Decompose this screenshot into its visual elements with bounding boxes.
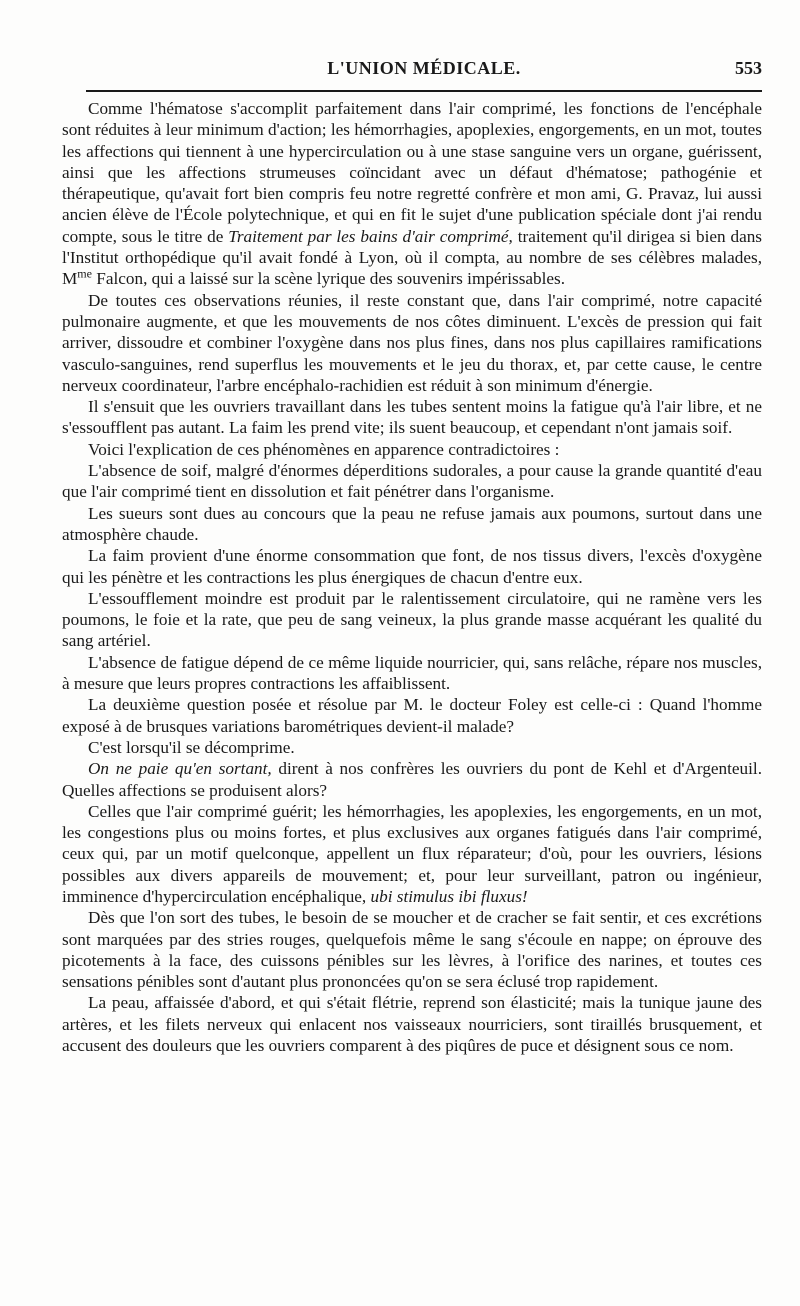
superscript: me bbox=[77, 266, 92, 281]
paragraph: La faim provient d'une énorme consommation que font, de nos tissus divers, l'excès d'oxygène qui les pénètre et les contractions les plus énergiques de chacun d'entre eux. bbox=[62, 546, 762, 587]
page-header bbox=[86, 58, 762, 88]
italic-latin: ubi stimulus ibi fluxus! bbox=[370, 886, 528, 906]
paragraph: Il s'ensuit que les ouvriers travaillant dans les tubes sentent moins la fatigue qu'à l'air libre, et ne s'essoufflent pas autant. La faim les prend vite; ils suent beaucoup, et cependant n'ont jamais soif. bbox=[62, 397, 762, 438]
paragraph: C'est lorsqu'il se décomprime. bbox=[88, 737, 295, 757]
page-number: 553 bbox=[735, 58, 762, 78]
paragraph: Celles que l'air comprimé guérit; les hémorrhagies, les apoplexies, les engorgements, en un mot, les congestions plus ou moins fortes, et plus exclusives aux organes fatigués dans l'air comprimé, ceux qui, par un motif quelconque, appellent un flux réparateur; d'où, pour les ouvriers, lésions possibles aux divers appareils de mouvement; et, pour leur surveillant, patron ou ingénieur, imminence d'hypercirculation encéphalique, ubi stimulus ibi fluxus! bbox=[62, 801, 762, 906]
header-rule bbox=[86, 90, 762, 92]
paragraph: La peau, affaissée d'abord, et qui s'était flétrie, reprend son élasticité; mais la tunique jaune des artères, et les filets nerveux qui enlacent nos vaisseaux nourriciers, sont tiraillés brusquement, et accusent des douleurs que les ouvriers comparent à des piqûres de puce et désignent sous ce nom. bbox=[62, 993, 762, 1056]
paragraph: Les sueurs sont dues au concours que la peau ne refuse jamais aux poumons, surtout dans une atmosphère chaude. bbox=[62, 503, 762, 544]
paragraph: On ne paie qu'en sortant, dirent à nos confrères les ouvriers du pont de Kehl et d'Argenteuil. Quelles affections se produisent alors? bbox=[62, 759, 762, 800]
paragraph: L'absence de soif, malgré d'énormes déperditions sudorales, a pour cause la grande quantité d'eau que l'air comprimé tient en dissolution et fait pénétrer dans l'organisme. bbox=[62, 461, 762, 502]
italic-title: Traitement par les bains d'air comprimé, bbox=[228, 226, 513, 246]
running-title: L'UNION MÉDICALE. bbox=[327, 58, 521, 78]
paragraph: Comme l'hématose s'accomplit parfaitement dans l'air comprimé, les fonctions de l'encéphale sont réduites à leur minimum d'action; les hémorrhagies, apoplexies, engorgements, en un mot, toutes les affections qui tiennent à une hypercirculation ou à une stase sanguine vers un organe, guérissent, ainsi que les affections strumeuses coïncidant avec un défaut d'hématose; pathogénie et thérapeutique, qu'avait fort bien compris feu notre regretté confrère et mon ami, G. Pravaz, lui aussi ancien élève de l'École polytechnique, et qui en fit le sujet d'une publication spéciale dont j'ai rendu compte, sous le titre de Traitement par les bains d'air comprimé, traitement qu'il dirigea si bien dans l'Institut orthopédique qu'il avait fondé à Lyon, où il compta, au nombre de ses célèbres malades, $M^{me}$ Falcon, qui a laissé sur la scène lyrique des souvenirs impérissables. bbox=[62, 99, 762, 289]
paragraph: Dès que l'on sort des tubes, le besoin de se moucher et de cracher se fait sentir, et ces excrétions sont marquées par des stries rouges, quelquefois même le sang s'écoule en nappe; on éprouve des picotements à la face, des cuissons pénibles sur les lèvres, à l'orifice des narines, et toutes ces sensations pénibles sont d'autant plus prononcées qu'on se sera éclusé trop rapidement. bbox=[62, 908, 762, 992]
paragraph: L'essoufflement moindre est produit par le ralentissement circulatoire, qui ne ramène vers les poumons, le foie et la rate, que peu de sang veineux, la plus grande masse acquérant les qualité du sang artériel. bbox=[62, 588, 762, 651]
paragraph: Voici l'explication de ces phénomènes en apparence contradictoires : bbox=[88, 439, 560, 459]
italic-quote: On ne paie qu'en sortant, bbox=[88, 759, 272, 779]
paragraph: De toutes ces observations réunies, il reste constant que, dans l'air comprimé, notre capacité pulmonaire augmente, et que les mouvements de nos côtes diminuent. L'excès de pression qui fait arriver, dissoudre et combiner l'oxygène dans nos plus fines, dans nos plus capillaires ramifications vasculo-sanguines, rend superflus les mouvements et le jeu du thorax, et, par cette cause, le centre nerveux coordinateur, l'arbre encéphalo-rachidien est réduit à son minimum d'énergie. bbox=[62, 290, 762, 395]
body-text bbox=[62, 98, 762, 1056]
paragraph: L'absence de fatigue dépend de ce même liquide nourricier, qui, sans relâche, répare nos muscles, à mesure que leurs propres contractions les affaiblissent. bbox=[62, 652, 762, 694]
paragraph: La deuxième question posée et résolue par M. le docteur Foley est celle-ci : Quand l'homme exposé à de brusques variations barométriques devient-il malade? bbox=[62, 695, 762, 736]
